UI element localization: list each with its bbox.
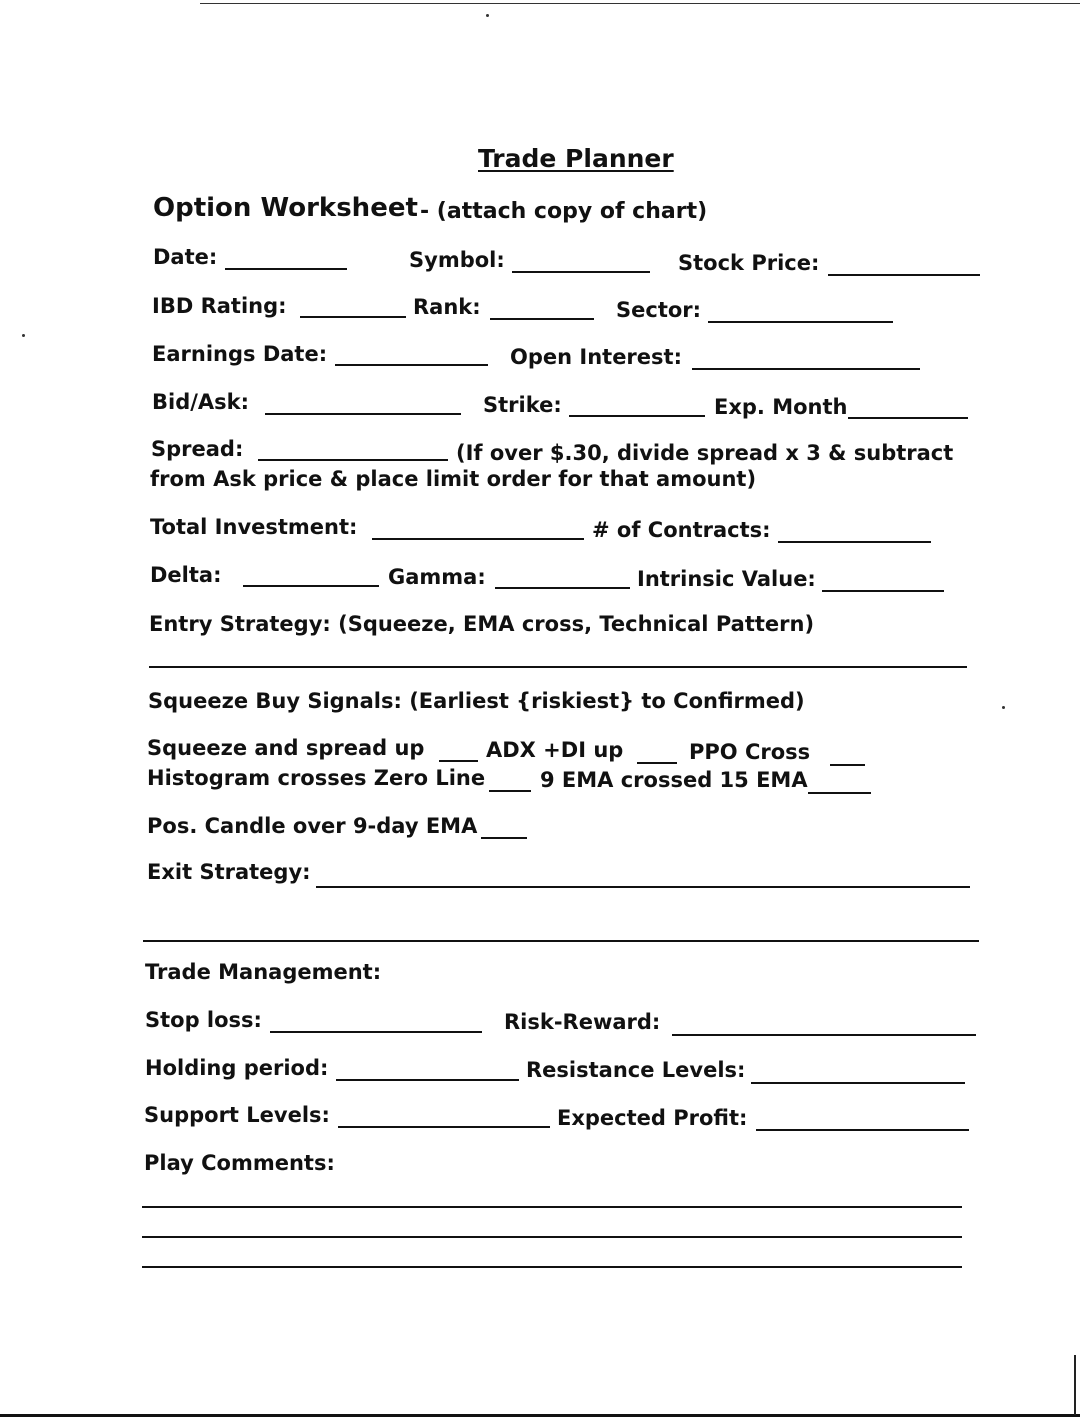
squeeze-spread-field[interactable] — [439, 760, 478, 762]
bid-ask-field[interactable] — [265, 413, 461, 415]
risk-reward-field[interactable] — [672, 1034, 976, 1036]
bid-ask-label: Bid/Ask: — [152, 390, 250, 414]
adx-field[interactable] — [637, 762, 677, 764]
entry-strategy-field[interactable] — [149, 666, 967, 668]
exit-strategy-label: Exit Strategy: — [147, 860, 311, 884]
resistance-levels-label: Resistance Levels: — [526, 1058, 746, 1082]
trade-management-heading: Trade Management: — [145, 960, 382, 984]
expected-profit-field[interactable] — [756, 1129, 969, 1131]
total-investment-label: Total Investment: — [150, 515, 358, 539]
support-levels-label: Support Levels: — [144, 1103, 330, 1127]
play-comments-line-3[interactable] — [142, 1266, 962, 1268]
worksheet-title: Option Worksheet — [153, 193, 418, 223]
contracts-label: # of Contracts: — [592, 518, 771, 542]
exit-strategy-field[interactable] — [316, 886, 970, 888]
ibd-rating-label: IBD Rating: — [152, 294, 287, 318]
squeeze-spread-label: Squeeze and spread up — [147, 736, 425, 760]
squeeze-signals-heading: Squeeze Buy Signals: (Earliest {riskiest} to Confirmed) — [148, 689, 805, 713]
ibd-rating-field[interactable] — [300, 316, 406, 318]
expected-profit-label: Expected Profit: — [557, 1106, 748, 1130]
rank-label: Rank: — [413, 295, 481, 319]
exit-strategy-field-2[interactable] — [143, 940, 979, 942]
stock-price-label: Stock Price: — [678, 251, 820, 275]
stop-loss-field[interactable] — [270, 1031, 482, 1033]
earnings-date-field[interactable] — [335, 364, 488, 366]
stop-loss-label: Stop loss: — [145, 1008, 262, 1032]
adx-label: ADX +DI up — [486, 738, 624, 762]
symbol-field[interactable] — [512, 271, 650, 273]
pos-candle-label: Pos. Candle over 9-day EMA — [147, 814, 478, 838]
open-interest-field[interactable] — [692, 368, 920, 370]
exp-month-label: Exp. Month — [714, 395, 848, 419]
earnings-date-label: Earnings Date: — [152, 342, 328, 366]
rank-field[interactable] — [490, 318, 594, 320]
sector-field[interactable] — [708, 321, 893, 323]
gamma-field[interactable] — [495, 587, 630, 589]
symbol-label: Symbol: — [409, 248, 505, 272]
histogram-field[interactable] — [489, 790, 531, 792]
spread-note-line-2: from Ask price & place limit order for that amount) — [150, 467, 757, 491]
scan-speck — [22, 334, 25, 337]
pos-candle-field[interactable] — [481, 837, 527, 839]
entry-strategy-label: Entry Strategy: (Squeeze, EMA cross, Technical Pattern) — [149, 612, 815, 636]
date-field[interactable] — [225, 268, 347, 270]
holding-period-field[interactable] — [336, 1079, 519, 1081]
intrinsic-value-field[interactable] — [822, 590, 944, 592]
holding-period-label: Holding period: — [145, 1056, 329, 1080]
scan-edge-top — [200, 3, 1080, 4]
total-investment-field[interactable] — [372, 538, 584, 540]
intrinsic-value-label: Intrinsic Value: — [637, 567, 816, 591]
contracts-field[interactable] — [778, 541, 931, 543]
histogram-label: Histogram crosses Zero Line — [147, 766, 486, 790]
open-interest-label: Open Interest: — [510, 345, 682, 369]
play-comments-line-1[interactable] — [142, 1206, 962, 1208]
spread-label: Spread: — [151, 437, 244, 461]
scan-speck — [486, 14, 489, 17]
stock-price-field[interactable] — [828, 274, 980, 276]
scan-speck — [1002, 706, 1005, 709]
delta-field[interactable] — [243, 585, 379, 587]
gamma-label: Gamma: — [388, 565, 486, 589]
ppo-field[interactable] — [830, 764, 865, 766]
scan-edge-bottom — [0, 1414, 1080, 1417]
resistance-levels-field[interactable] — [751, 1082, 965, 1084]
exp-month-field[interactable] — [848, 417, 968, 419]
page-title: Trade Planner — [478, 144, 674, 173]
support-levels-field[interactable] — [338, 1126, 550, 1128]
ema-cross-field[interactable] — [808, 792, 871, 794]
risk-reward-label: Risk-Reward: — [504, 1010, 661, 1034]
ppo-label: PPO Cross — [689, 740, 811, 764]
scan-edge-right — [1074, 1355, 1076, 1415]
play-comments-line-2[interactable] — [142, 1236, 962, 1238]
play-comments-label: Play Comments: — [144, 1151, 335, 1175]
delta-label: Delta: — [150, 563, 222, 587]
sector-label: Sector: — [616, 298, 702, 322]
ema-cross-label: 9 EMA crossed 15 EMA — [540, 768, 808, 792]
date-label: Date: — [153, 245, 218, 269]
worksheet-note: - (attach copy of chart) — [420, 199, 708, 224]
strike-label: Strike: — [483, 393, 562, 417]
spread-field[interactable] — [258, 459, 448, 461]
spread-note-line-1: (If over $.30, divide spread x 3 & subtract — [456, 441, 954, 465]
strike-field[interactable] — [569, 415, 705, 417]
